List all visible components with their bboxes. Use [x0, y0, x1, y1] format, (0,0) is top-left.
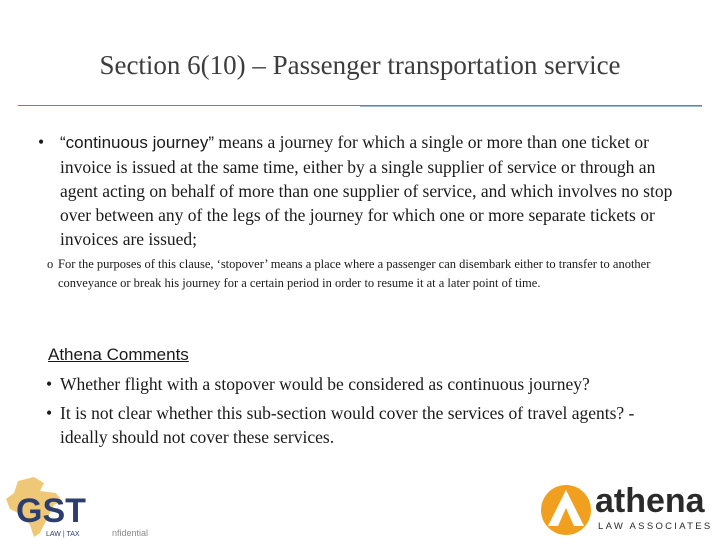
bullet-dot: • [46, 374, 53, 394]
athena-logo-name: athena [595, 482, 705, 520]
bullet-dot: • [38, 132, 45, 152]
comments-heading: Athena Comments [48, 345, 189, 364]
definition-text [60, 130, 688, 251]
comment-text: Whether flight with a stopover would be considered as continuous journey? [60, 374, 590, 394]
title-divider-accent [360, 106, 702, 107]
athena-logo-subtitle: LAW ASSOCIATES [598, 521, 713, 532]
comment-item [46, 372, 686, 396]
definition-bullet [38, 130, 688, 251]
comment-item [46, 401, 686, 449]
definition-body: means a journey for which a single or more than one ticket or invoice is issued at the same time, either by a single supplier of service or through an agent acting on behalf of more than one supplier of service, and which involves no stop over between any of the legs of the journey for which one or more separate tickets or invoices are issued; [60, 132, 673, 249]
definition-term: “continuous journey” [60, 133, 215, 152]
stopover-text: For the purposes of this clause, ‘stopover’ means a place where a passenger can disembark either to transfer to another conveyance or break his journey for a certain period in order to resume it at a later point of time. [58, 257, 651, 290]
gst-logo [0, 475, 110, 540]
sub-bullet-marker: o [47, 257, 54, 271]
confidential-footer: nfidential [112, 528, 149, 538]
athena-logo [540, 480, 720, 540]
bullet-dot: • [46, 403, 53, 423]
gst-logo-subtext: LAW | TAX [46, 531, 80, 538]
slide-title: Section 6(10) – Passenger transportation service [99, 50, 621, 80]
stopover-subpoint [47, 255, 687, 293]
gst-logo-text: GST [16, 492, 86, 530]
comment-text: It is not clear whether this sub-section would cover the services of travel agents? - ideally should not cover these services. [60, 403, 635, 447]
athena-triangle-icon [540, 482, 592, 538]
